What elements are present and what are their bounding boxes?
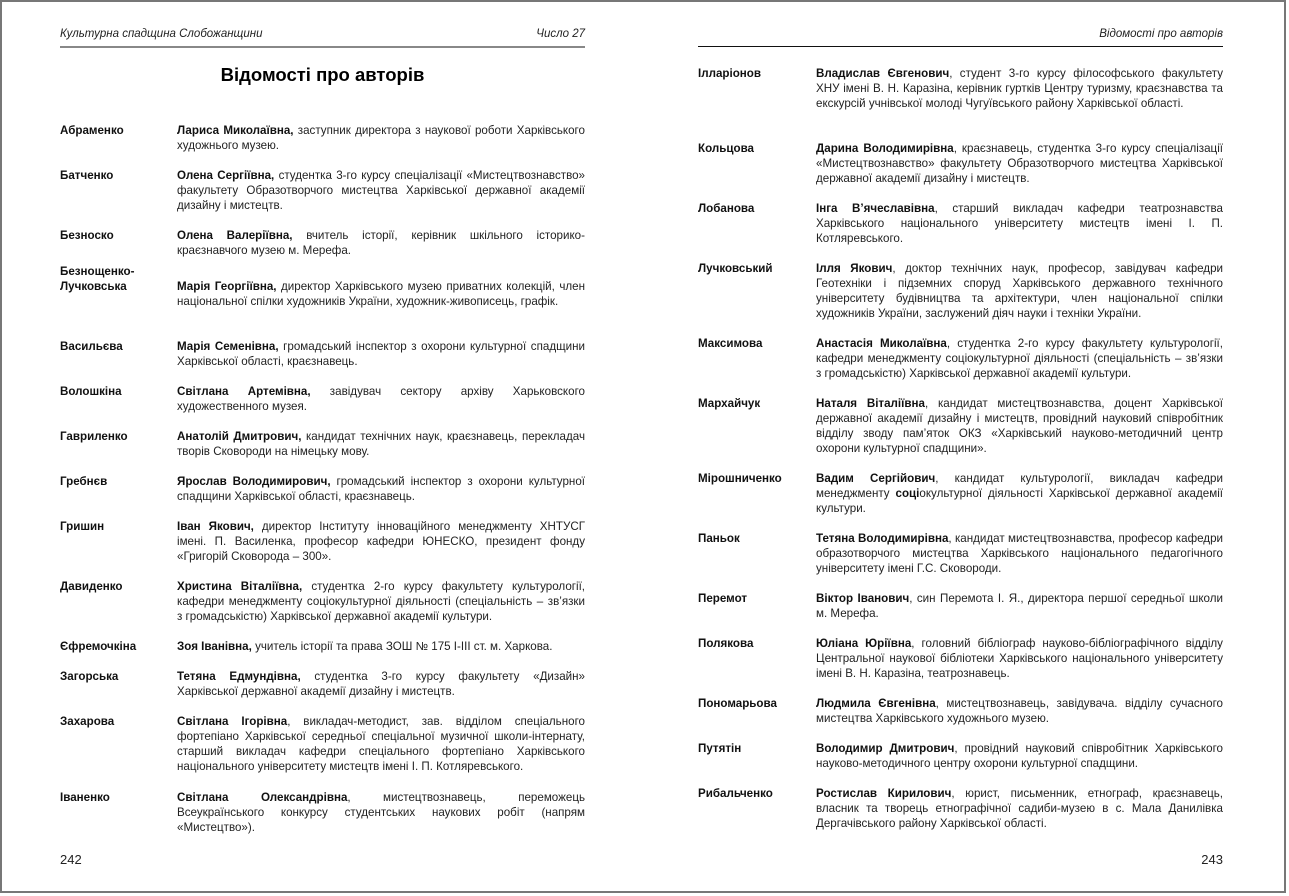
left-page [60,0,585,896]
author-description: Анастасія Миколаївна, студентка 2-го курсу факультету культурології, кафедри менеджменту соціокультурної діяльності (спеціальність – зв’язки з громадськістю) Харківської державної академії культури. [816,337,1223,380]
author-name: Тетяна Володимирівна [816,532,949,545]
author-surname: Ілларіонов [698,67,761,80]
author-description: Зоя Іванівна, учитель історії та права ЗОШ № 175 I-III ст. м. Харкова. [177,640,553,653]
running-head [698,28,1223,46]
author-description: Ілля Якович, доктор технічних наук, професор, завідувач кафедри Геотехніки і підземних споруд Харківського державного технічного університету будівництва та архітектури, член національної спілки художників України, заслужений діяч науки і техніки України. [816,262,1223,320]
author-surname: Перемот [698,592,748,605]
author-name: Анатолій Дмитрович, [177,430,302,443]
author-description: Анатолій Дмитрович, кандидат технічних наук, краєзнавець, перекладач творів Сковороди на німецьку мову. [177,430,585,458]
author-name: Христина Віталіївна, [177,580,303,593]
author-description: Інга В’ячеславівна, старший викладач кафедри театрознавства Харківського національного університету мистецтв імені І. П. Котляревського. [816,202,1223,245]
page-title: Відомості про авторів [220,64,425,85]
author-surname: Мархайчук [698,397,761,410]
author-name: Олена Сергіївна, [177,169,275,182]
author-name: Віктор Іванович [816,592,910,605]
author-name: Іван Якович, [177,520,254,533]
author-surname: Єфремочкіна [60,640,137,653]
header-rule [60,46,585,48]
author-description: Олена Валеріївна, вчитель історії, керівник шкільного історико-краєзнавчого музею м. Мерефа. [177,229,585,257]
author-surname: Полякова [698,637,754,650]
author-description: Іван Якович, директор Інституту інноваційного менеджменту ХНТУСГ імені. П. Василенка, професор кафедри ЮНЕСКО, президент фонду «Григорій Сковорода – 300». [177,520,585,563]
author-description: Тетяна Едмундівна, студентка 3-го курсу факультету «Дизайн» Харківської державної академії дизайну і мистецтв. [177,670,585,698]
author-surname: Кольцова [698,142,754,155]
author-description: Ростислав Кирилович, юрист, письменник, етнограф, краєзнавець, власник та творець етнографічної садиби-музею в с. Мала Данилівка Дергачівського району Харківської області. [816,787,1224,830]
author-name: Дарина Володимирівна [816,142,954,155]
author-name: Інга В’ячеславівна [816,202,935,215]
author-name: Світлана Артемівна, [177,385,311,398]
author-surname: Васильєва [60,340,123,353]
author-description: Дарина Володимирівна, краєзнавець, студентка 3-го курсу спеціалізації «Мистецтвознавство» факультету Образотворчого мистецтва Харківської державної академії дизайну і мистецтв. [816,142,1223,185]
author-description: Владислав Євгенович, студент 3-го курсу філософського факультету ХНУ імені В. Н. Каразіна, керівник гуртків Центру туризму, краєзнавства та екскурсій учнівської молоді Чугуївського району Харківської області. [816,67,1223,110]
author-name: Юліана Юріївна [816,637,912,650]
author-surname: Пономарьова [698,697,777,710]
right-page [698,0,1223,896]
author-surname: Безноско [60,229,114,242]
author-description: Марія Георгіївна, директор Харківського музею приватних колекцій, член національної спілки художників України, художник-живописець, графік. [177,280,585,308]
author-name: Ілля Якович [816,262,893,275]
author-surname: Гребнєв [60,475,108,488]
header-rule [698,46,1223,47]
author-description: Лариса Миколаївна, заступник директора з наукової роботи Харківського художнього музею. [177,124,585,152]
author-name: Лариса Миколаївна, [177,124,294,137]
author-description: Наталя Віталіївна, кандидат мистецтвознавства, доцент Харківської державної академії дизайну і мистецтв, провідний науковий співробітник відділу зводу пам’яток ОКЗ «Харківський науково-методичний центр охорони культурної спадщини». [816,397,1223,455]
author-name: Наталя Віталіївна [816,397,925,410]
author-surname: Паньок [698,532,740,545]
author-description: Ярослав Володимирович, громадський інспектор з охорони культурної спадщини Харківської області, краєзнавець. [177,475,585,503]
author-surname: Максимова [698,337,763,350]
author-description: Христина Віталіївна, студентка 2-го курсу факультету культурології, кафедри менеджменту соціокультурної діяльності (спеціальність – зв’язки з громадськістю) Харківської державної академії культури. [177,580,586,623]
author-surname: Лобанова [698,202,755,215]
page-number: 242 [60,852,82,867]
author-name: Владислав Євгенович [816,67,950,80]
author-name: Вадим Сергійович [816,472,936,485]
author-surname: Рибальченко [698,787,773,800]
author-surname: Загорська [60,670,119,683]
author-name: Тетяна Едмундівна, [177,670,301,683]
author-name: Зоя Іванівна, [177,640,252,653]
page-number: 243 [1201,852,1223,867]
author-surname: Гришин [60,520,105,533]
author-surname: Волошкіна [60,385,122,398]
journal-title: Культурна спадщина Слобожанщини [60,28,263,40]
author-name: Анастасія Миколаївна [816,337,947,350]
running-head [60,28,585,46]
author-surname: Гавриленко [60,430,128,443]
author-surname: Абраменко [60,124,124,137]
author-surname: Мірошниченко [698,472,782,485]
author-surname: Захарова [60,715,115,728]
author-description: Вадим Сергійович, кандидат культурології, викладач кафедри менеджменту соціокультурної діяльності Харківської державної академії культури. [816,472,1223,515]
author-surname: Давиденко [60,580,123,593]
author-description: Людмила Євгенівна, мистецтвознавець, завідувача. відділу сучасного мистецтва Харківського художнього музею. [816,697,1223,725]
author-description: Світлана Олександрівна, мистецтвознавець, переможець Всеукраїнського конкурсу студентських наукових робіт (напрям «Мистецтво»). [177,791,586,834]
author-description: Юліана Юріївна, головний бібліограф науково-бібліографічного відділу Центральної наукової бібліотеки Харківського національного університету імені В. Н. Каразіна, театрознавець. [816,637,1223,680]
author-name: Олена Валеріївна, [177,229,293,242]
issue-number: Число 27 [536,28,585,40]
author-name: Людмила Євгенівна [816,697,936,710]
author-description: Світлана Артемівна, завідувач сектору архіву Харьковского художественного музея. [177,385,585,413]
section-title: Відомості про авторів [1099,28,1223,40]
author-surname: Іваненко [60,791,110,804]
author-description: Світлана Ігорівна, викладач-методист, зав. відділом спеціального фортепіано Харківської середньої спеціальної музичної школи-інтернату, старший викладач кафедри спеціального фортепіано Харківського національного університету мистецтв імені І. П. Котляревського. [177,715,585,773]
author-description: Тетяна Володимирівна, кандидат мистецтвознавства, професор кафедри образотворчого мистецтва Харківського національного педагогічного університету імені Г.С. Сковороди. [816,532,1223,575]
author-description: Володимир Дмитрович, провідний науковий співробітник Харківського науково-методичного центру охорони культурної спадщини. [816,742,1223,770]
author-surname: Безнощенко- Лучковська [60,265,135,293]
author-description: Марія Семенівна, громадський інспектор з охорони культурної спадщини Харківської області, краєзнавець. [177,340,585,368]
author-description: Віктор Іванович, син Перемота І. Я., директора першої середньої школи м. Мерефа. [816,592,1223,620]
author-surname: Лучковський [698,262,773,275]
author-name: Марія Семенівна, [177,340,279,353]
author-name: Світлана Олександрівна [177,791,348,804]
author-surname: Батченко [60,169,114,182]
author-description: Олена Сергіївна, студентка 3-го курсу спеціалізації «Мистецтвознавство» факультету Образотворчого мистецтва Харківської державної академії дизайну і мистецтв. [177,169,585,212]
author-name: Ярослав Володимирович, [177,475,331,488]
author-name: Ростислав Кирилович [816,787,952,800]
author-name: Марія Георгіївна, [177,280,277,293]
author-name: Володимир Дмитрович [816,742,955,755]
author-name: Світлана Ігорівна [177,715,288,728]
author-surname: Путятін [698,742,742,755]
